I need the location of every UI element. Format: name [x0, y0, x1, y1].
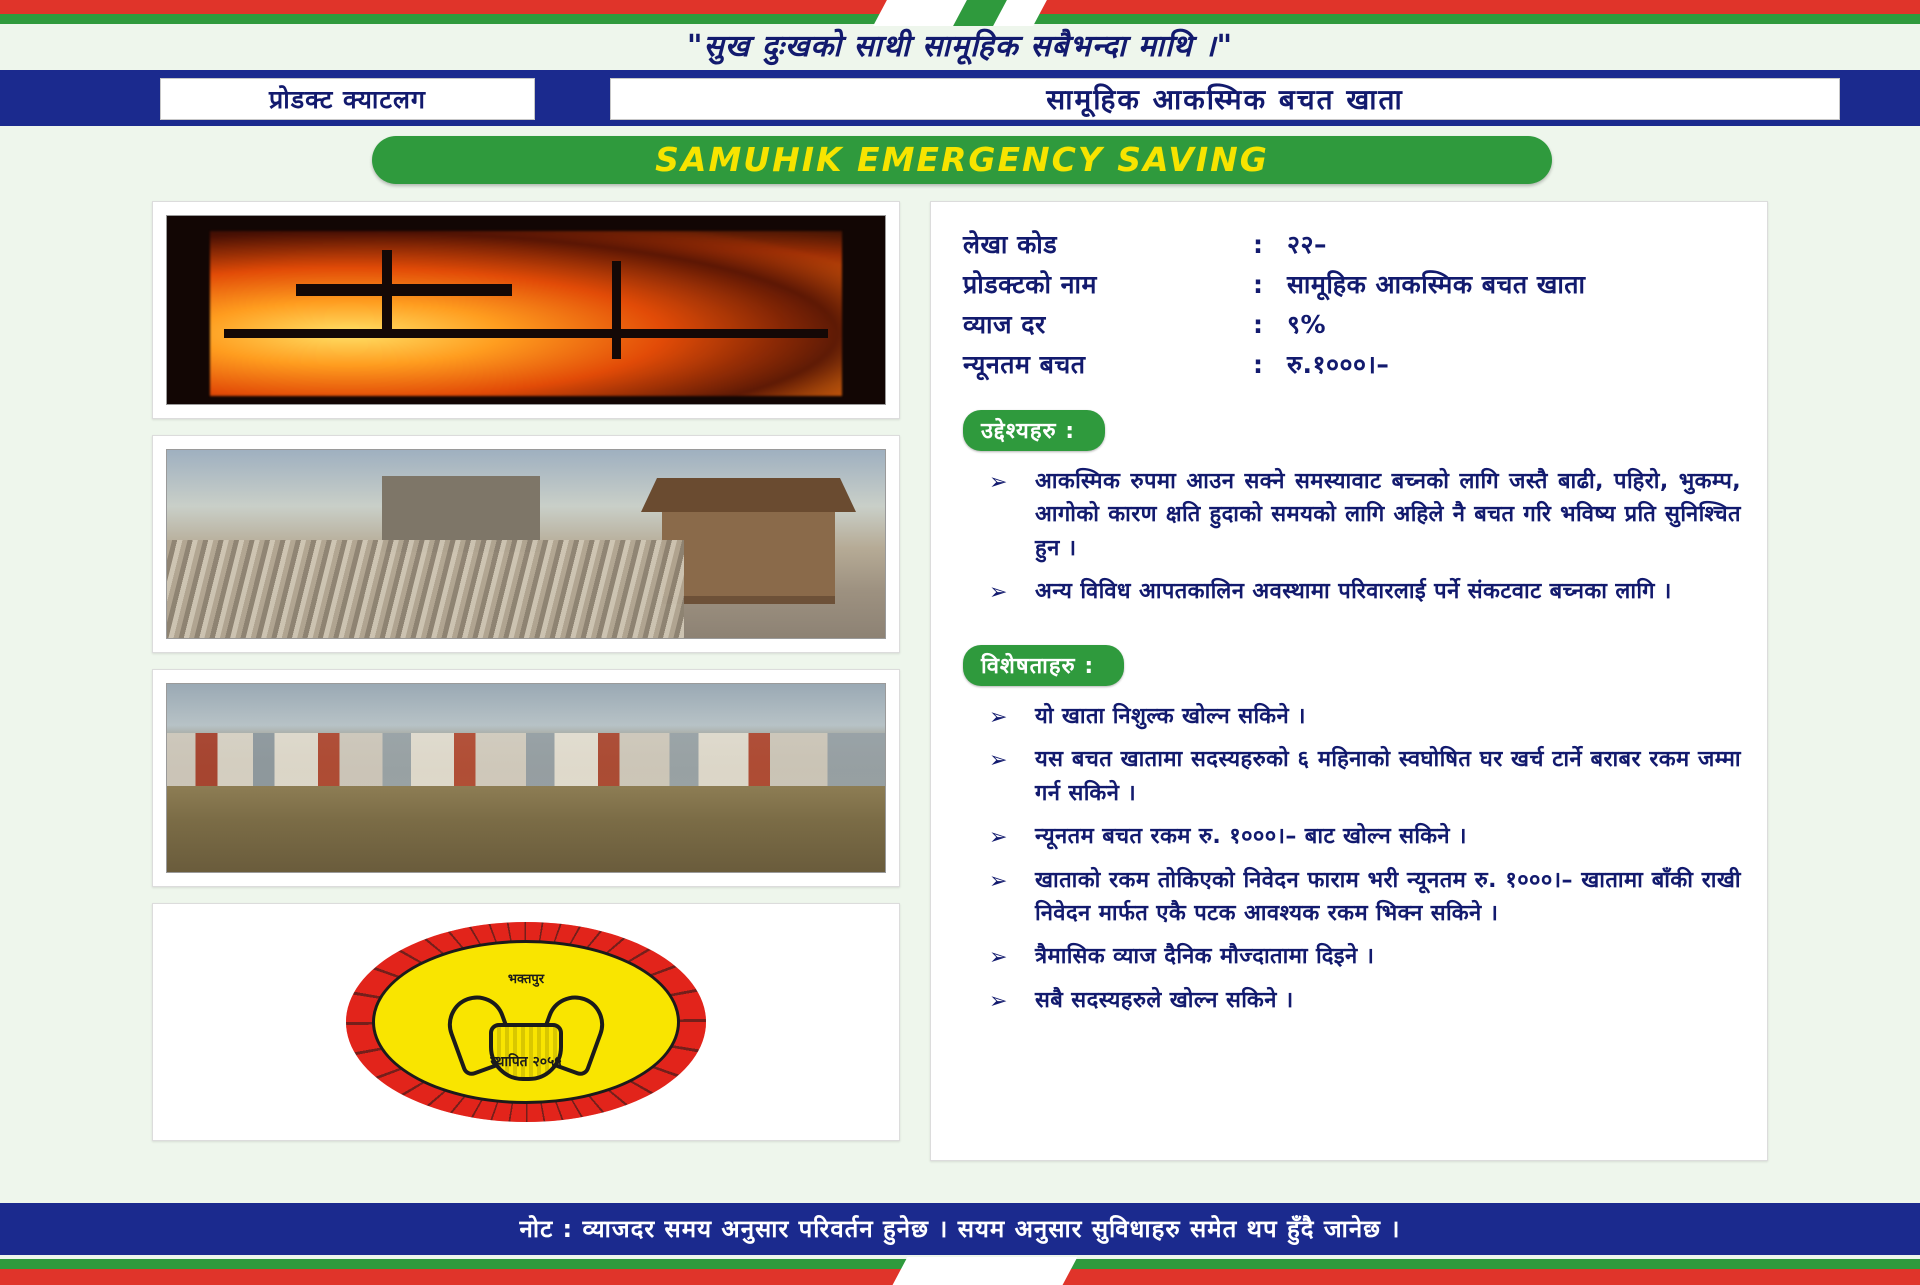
english-title: SAMUHIK EMERGENCY SAVING	[372, 136, 1552, 184]
fire-beam-1	[296, 284, 511, 296]
detail-label-0: लेखा कोड	[963, 230, 1058, 259]
features-heading: विशेषताहरु :	[963, 645, 1124, 686]
logo-bottom-text: स्थापित २०५५	[490, 1054, 562, 1070]
bullet-arrow-icon: ➢	[989, 945, 1008, 971]
detail-colon-3: :	[1253, 349, 1264, 379]
list-item	[963, 575, 1741, 608]
list-item	[963, 465, 1741, 565]
photo-gallery	[152, 201, 900, 1141]
feature-text: त्रैमासिक व्याज दैनिक मौज्दातामा दिइने ।	[1035, 944, 1375, 970]
temple-structure	[662, 506, 834, 604]
photo-card-rubble	[152, 435, 900, 653]
details-panel	[930, 201, 1768, 1161]
bottom-white-notch	[893, 1257, 1078, 1285]
table-row	[963, 224, 1741, 264]
objectives-list	[963, 465, 1741, 609]
detail-value-0: २२–	[1287, 230, 1328, 259]
product-title: सामूहिक आकस्मिक बचत खाता	[610, 78, 1840, 120]
flood-water	[167, 786, 885, 872]
list-item	[963, 700, 1741, 733]
fire-disaster-photo	[166, 215, 886, 405]
table-row	[963, 304, 1741, 344]
logo-card	[152, 903, 900, 1141]
table-row	[963, 264, 1741, 304]
bullet-arrow-icon: ➢	[989, 868, 1008, 894]
objectives-heading: उद्देश्यहरु :	[963, 410, 1105, 451]
detail-colon-1: :	[1253, 269, 1264, 299]
slogan-text: "सुख दुःखको साथी सामूहिक सबैभन्दा माथि ।"	[686, 29, 1234, 64]
feature-text: सबै सदस्यहरुले खोल्न सकिने ।	[1035, 987, 1294, 1013]
bullet-arrow-icon: ➢	[989, 580, 1008, 606]
bullet-arrow-icon: ➢	[989, 988, 1008, 1014]
fire-beam-4	[224, 329, 827, 338]
feature-text: न्यूनतम बचत रकम रु. १०००।– बाट खोल्न सकिने ।	[1035, 824, 1467, 850]
list-item	[963, 820, 1741, 853]
list-item	[963, 984, 1741, 1017]
bullet-arrow-icon: ➢	[989, 825, 1008, 851]
cooperative-logo	[346, 922, 706, 1122]
list-item	[963, 864, 1741, 931]
objective-text: अन्य विविध आपतकालिन अवस्थामा परिवारलाई पर्ने संकटवाट बच्नका लागि ।	[1035, 579, 1672, 605]
photo-card-fire	[152, 201, 900, 419]
detail-colon-0: :	[1253, 229, 1264, 259]
detail-label-2: व्याज दर	[963, 310, 1046, 339]
list-item	[963, 940, 1741, 973]
bullet-arrow-icon: ➢	[989, 470, 1008, 495]
logo-top-text: भक्तपुर	[507, 972, 545, 987]
feature-text: यो खाता निशुल्क खोल्न सकिने ।	[1035, 703, 1306, 729]
earthquake-rubble-photo	[166, 449, 886, 639]
detail-colon-2: :	[1253, 309, 1264, 339]
detail-value-3: रु.१०००।–	[1287, 350, 1390, 379]
feature-text: खाताको रकम तोकिएको निवेदन फाराम भरी न्यूनतम रु. १०००।– खातामा बाँकी राखी निवेदन मार्फत एकै पटक आवश्यक रकम भिक्न सकिने ।	[1035, 867, 1741, 926]
footer-note: नोट : व्याजदर समय अनुसार परिवर्तन हुनेछ । सयम अनुसार सुविधाहरु समेत थप हुँदै जानेछ ।	[0, 1203, 1920, 1255]
temple-roof	[641, 478, 856, 512]
bullet-arrow-icon: ➢	[989, 704, 1008, 730]
table-row	[963, 344, 1741, 384]
photo-card-flood	[152, 669, 900, 887]
features-list	[963, 700, 1741, 1018]
catalog-label: प्रोडक्ट क्याटलग	[160, 78, 535, 120]
content-area	[0, 196, 1920, 1192]
logo-inner-disc	[372, 940, 680, 1104]
fire-glow	[210, 231, 842, 396]
fire-beam-2	[382, 250, 392, 336]
detail-value-1: सामूहिक आकस्मिक बचत खाता	[1287, 270, 1586, 299]
feature-text: यस बचत खातामा सदस्यहरुको ६ महिनाको स्वघोषित घर खर्च टार्ने बराबर रकम जम्मा गर्न सकिने ।	[1035, 747, 1741, 806]
product-details-table	[963, 224, 1741, 384]
detail-value-2: ९%	[1287, 310, 1327, 339]
detail-label-3: न्यूनतम बचत	[963, 350, 1086, 379]
objective-text: आकस्मिक रुपमा आउन सक्ने समस्यावाट बच्नको लागि जस्तै बाढी, पहिरो, भुकम्प, आगोको कारण क्षति हुदाको समयको लागि अहिले नै बचत गरि भविष्य प्रति सुनिश्चित हुन ।	[1035, 469, 1741, 561]
flood-disaster-photo	[166, 683, 886, 873]
debris-pile	[167, 540, 684, 638]
detail-label-1: प्रोडक्टको नाम	[963, 270, 1097, 299]
bullet-arrow-icon: ➢	[989, 748, 1008, 774]
fire-beam-3	[612, 261, 621, 359]
list-item	[963, 743, 1741, 810]
